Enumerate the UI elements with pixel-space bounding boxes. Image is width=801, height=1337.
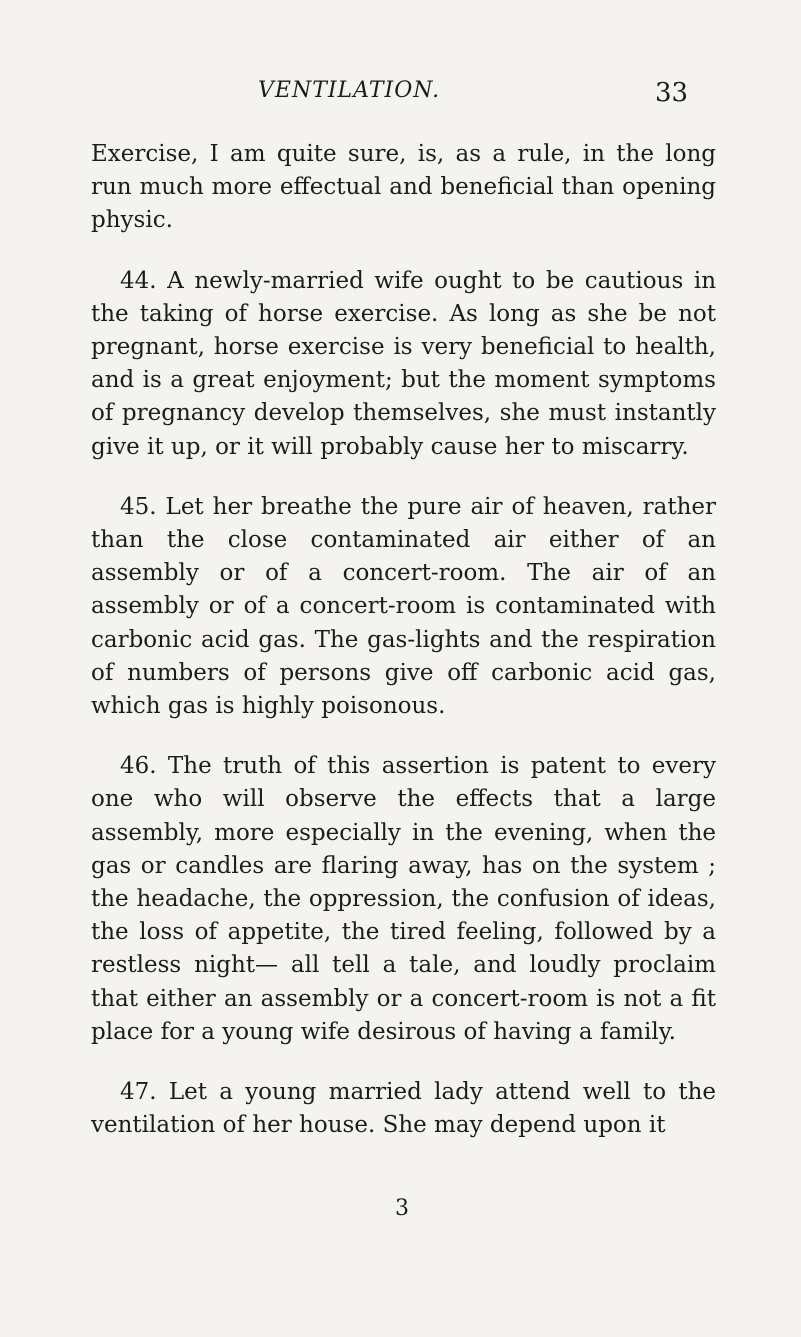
body-text <box>91 138 716 1169</box>
paragraph <box>91 750 716 1049</box>
paragraph <box>91 491 716 723</box>
paragraph-number: 46. <box>120 753 157 780</box>
paragraph <box>91 1076 716 1142</box>
paragraph-text: The truth of this assertion is patent to every one who will observe the effects that a large assembly, more especially in the evening, when the gas or candles are flaring away, has on the system ; the headache, the oppression, the confusion of ideas, the loss of appetite, the tired feeling, followed by a restless night— all tell a tale, and loudly proclaim that either an assembly or a concert-room is not a fit place for a young wife desirous of having a family. <box>91 753 717 1045</box>
page-number: 33 <box>655 78 689 108</box>
signature-mark: 3 <box>395 1196 409 1221</box>
paragraph <box>91 138 716 238</box>
paragraph-number: 45. <box>120 493 157 520</box>
paragraph-text: Let a young married lady attend well to the ventilation of her house. She may depend upon it <box>91 1079 717 1139</box>
paragraph-number: 44. <box>120 267 157 294</box>
paragraph-number: 47. <box>120 1079 157 1106</box>
paragraph-text: A newly-married wife ought to be cautious in the taking of horse exercise. As long as she be not pregnant, horse exercise is very beneficial to health, and is a great enjoyment; but the moment symptoms of pregnancy develop themselves, she must instantly give it up, or it will probably cause her to miscarry. <box>91 267 717 460</box>
page-header <box>0 78 801 112</box>
paragraph-text: Exercise, I am quite sure, is, as a rule, in the long run much more effectual and beneficial than opening physic. <box>91 141 716 234</box>
paragraph <box>91 265 716 464</box>
paragraph-text: Let her breathe the pure air of heaven, rather than the close contaminated air either of an assembly or of a concert-room. The air of an assembly or of a concert-room is contaminated with carbonic acid gas. The gas-lights and the respiration of numbers of persons give off carbonic acid gas, which gas is highly poisonous. <box>91 493 716 720</box>
running-title: VENTILATION. <box>258 78 441 103</box>
